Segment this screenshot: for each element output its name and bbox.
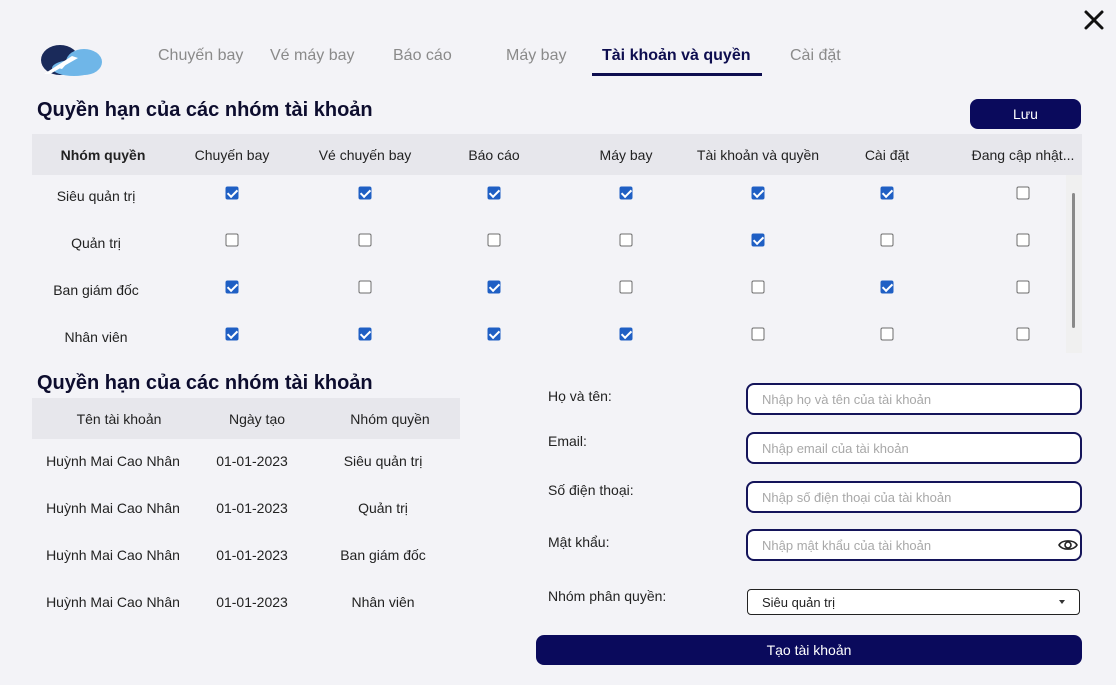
tab-tai-khoan-va-quyen[interactable]: Tài khoản và quyền	[602, 47, 751, 64]
permission-group-name: Siêu quản trị	[56, 188, 136, 204]
column-header-may-bay: Máy bay	[599, 147, 653, 163]
group-cell: Ban giám đốc	[340, 547, 426, 563]
tab-cai-dat[interactable]: Cài đặt	[790, 47, 841, 64]
save-button[interactable]: Lưu	[970, 99, 1081, 129]
permission-checkbox[interactable]	[359, 234, 372, 247]
permission-checkbox[interactable]	[226, 234, 239, 247]
permission-checkbox[interactable]	[359, 187, 372, 200]
permissions-scrollbar[interactable]	[1066, 175, 1082, 353]
tab-bao-cao[interactable]: Báo cáo	[393, 47, 452, 64]
permission-checkbox[interactable]	[752, 281, 765, 294]
created-date-cell: 01-01-2023	[216, 547, 288, 563]
column-header-tai-khoan-va-quyen: Tài khoản và quyền	[696, 147, 820, 163]
column-header-ve-chuyen-bay: Vé chuyến bay	[318, 147, 412, 163]
permission-checkbox[interactable]	[226, 281, 239, 294]
permission-checkbox[interactable]	[359, 328, 372, 341]
column-header-chuyen-bay: Chuyến bay	[194, 147, 270, 163]
group-select-value: Siêu quản trị	[762, 595, 835, 610]
permission-checkbox[interactable]	[488, 187, 501, 200]
permission-checkbox[interactable]	[226, 187, 239, 200]
column-header-nhom-quyen: Nhóm quyền	[350, 411, 430, 427]
permission-checkbox[interactable]	[359, 281, 372, 294]
account-name-cell: Huỳnh Mai Cao Nhân	[46, 453, 180, 469]
column-header-dang-cap-nhat: Đang cập nhật...	[971, 147, 1075, 163]
permission-checkbox[interactable]	[752, 187, 765, 200]
accounts-title: Quyền hạn của các nhóm tài khoản	[37, 372, 373, 394]
permission-checkbox[interactable]	[881, 187, 894, 200]
permission-checkbox[interactable]	[488, 328, 501, 341]
create-account-button[interactable]: Tạo tài khoản	[536, 635, 1082, 665]
column-header-cai-dat: Cài đặt	[864, 147, 910, 163]
permission-checkbox[interactable]	[620, 187, 633, 200]
group-cell: Siêu quản trị	[343, 453, 423, 469]
permission-checkbox[interactable]	[881, 281, 894, 294]
permission-checkbox[interactable]	[620, 328, 633, 341]
fullname-label: Họ và tên:	[548, 388, 612, 404]
permissions-title: Quyền hạn của các nhóm tài khoản	[37, 99, 373, 121]
group-cell: Quản trị	[358, 500, 408, 516]
permission-checkbox[interactable]	[488, 281, 501, 294]
email-input[interactable]	[746, 432, 1082, 464]
permission-checkbox[interactable]	[1017, 281, 1030, 294]
permissions-table	[32, 134, 1082, 354]
permission-checkbox[interactable]	[1017, 234, 1030, 247]
created-date-cell: 01-01-2023	[216, 594, 288, 610]
account-name-cell: Huỳnh Mai Cao Nhân	[46, 547, 180, 563]
created-date-cell: 01-01-2023	[216, 500, 288, 516]
tab-may-bay[interactable]: Máy bay	[506, 47, 567, 64]
created-date-cell: 01-01-2023	[216, 453, 288, 469]
group-label: Nhóm phân quyền:	[548, 588, 667, 604]
column-header-ngay-tao: Ngày tạo	[228, 411, 286, 427]
permission-checkbox[interactable]	[752, 328, 765, 341]
column-header-nhom-quyen: Nhóm quyền	[60, 147, 146, 163]
column-header-ten-tai-khoan: Tên tài khoản	[76, 411, 162, 427]
email-label: Email:	[548, 433, 587, 449]
active-tab-indicator	[592, 73, 762, 76]
tab-chuyen-bay[interactable]: Chuyến bay	[158, 47, 244, 64]
permission-checkbox[interactable]	[1017, 328, 1030, 341]
password-input[interactable]	[746, 529, 1082, 561]
fullname-input[interactable]	[746, 383, 1082, 415]
password-label: Mật khẩu:	[548, 534, 610, 550]
eye-icon[interactable]	[1058, 537, 1078, 553]
permission-checkbox[interactable]	[881, 234, 894, 247]
cloud-plane-logo	[36, 38, 106, 78]
permission-checkbox[interactable]	[881, 328, 894, 341]
phone-label: Số điện thoại:	[548, 482, 634, 498]
accounts-table-header	[32, 398, 460, 439]
group-select[interactable]	[747, 589, 1080, 615]
permission-checkbox[interactable]	[620, 281, 633, 294]
permission-checkbox[interactable]	[1017, 187, 1030, 200]
column-header-bao-cao: Báo cáo	[468, 147, 520, 163]
permission-group-name: Nhân viên	[64, 329, 128, 345]
account-name-cell: Huỳnh Mai Cao Nhân	[46, 500, 180, 516]
permission-checkbox[interactable]	[620, 234, 633, 247]
tab-ve-may-bay[interactable]: Vé máy bay	[270, 47, 355, 64]
account-name-cell: Huỳnh Mai Cao Nhân	[46, 594, 180, 610]
permissions-table-header	[32, 134, 1082, 175]
group-cell: Nhân viên	[351, 594, 415, 610]
chevron-down-icon	[1059, 600, 1065, 604]
permission-group-name: Ban giám đốc	[53, 282, 139, 298]
permission-checkbox[interactable]	[752, 234, 765, 247]
permission-checkbox[interactable]	[488, 234, 501, 247]
permission-group-name: Quản trị	[71, 235, 121, 251]
scrollbar-thumb[interactable]	[1072, 193, 1075, 328]
close-icon[interactable]	[1080, 6, 1108, 34]
permission-checkbox[interactable]	[226, 328, 239, 341]
phone-input[interactable]	[746, 481, 1082, 513]
